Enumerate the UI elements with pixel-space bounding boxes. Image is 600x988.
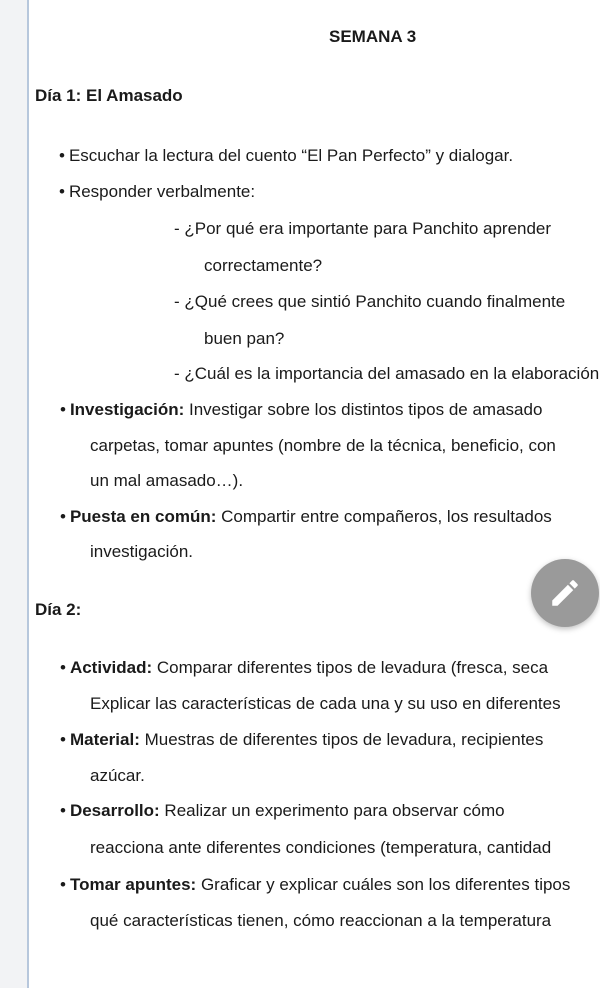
question-1-line-1: - ¿Por qué era importante para Panchito aprender (174, 219, 552, 238)
list-item: • Responder verbalmente: (59, 182, 256, 201)
list-item: • Actividad: Comparar diferentes tipos de levadura (fresca, seca (60, 658, 549, 677)
investigacion-label: Investigación: (69, 400, 185, 419)
bullet-icon: • (59, 182, 65, 201)
list-item: • Escuchar la lectura del cuento “El Pan Perfecto” y dialogar. (59, 146, 514, 165)
list-item: • Investigación: Investigar sobre los distintos tipos de amasado (60, 400, 543, 419)
day2-heading: Día 2: (35, 600, 82, 619)
day1-heading: Día 1: El Amasado (35, 86, 183, 105)
bullet-icon: • (60, 875, 66, 894)
actividad-label: Actividad: (69, 658, 153, 677)
edit-button[interactable] (531, 559, 599, 627)
desarrollo-label: Desarrollo: (69, 801, 160, 820)
bullet-icon: • (60, 801, 66, 820)
material-label: Material: (69, 730, 140, 749)
question-3-line-1: - ¿Cuál es la importancia del amasado en la elaboración (174, 364, 600, 383)
page-title: SEMANA 3 (329, 27, 417, 46)
puesta-en-comun-line-2: investigación. (90, 542, 194, 561)
bullet-icon: • (60, 730, 66, 749)
question-1-line-2: correctamente? (204, 256, 323, 275)
question-2-line-2: buen pan? (204, 329, 285, 348)
actividad-line-2: Explicar las características de cada una y su uso en diferentes (90, 694, 561, 713)
bullet-icon: • (59, 146, 65, 165)
investigacion-line-2: carpetas, tomar apuntes (nombre de la técnica, beneficio, con (90, 436, 556, 455)
list-item: • Material: Muestras de diferentes tipos de levadura, recipientes (60, 730, 544, 749)
document-page[interactable] (29, 0, 600, 988)
tomar-apuntes-label: Tomar apuntes: (69, 875, 197, 894)
list-item: • Tomar apuntes: Graficar y explicar cuáles son los diferentes tipos (60, 875, 571, 894)
bullet-icon: • (60, 400, 66, 419)
puesta-en-comun-label: Puesta en común: (69, 507, 217, 526)
bullet-icon: • (60, 507, 66, 526)
question-2-line-1: - ¿Qué crees que sintió Panchito cuando finalmente (174, 292, 566, 311)
list-item: • Puesta en común: Compartir entre compañeros, los resultados (60, 507, 552, 526)
pencil-icon (548, 576, 582, 610)
material-line-2: azúcar. (90, 766, 145, 785)
bullet-icon: • (60, 658, 66, 677)
list-item: • Desarrollo: Realizar un experimento para observar cómo (60, 801, 505, 820)
tomar-apuntes-line-2: qué características tienen, cómo reaccionan a la temperatura (90, 911, 552, 930)
desarrollo-line-2: reacciona ante diferentes condiciones (temperatura, cantidad (90, 838, 552, 857)
investigacion-line-3: un mal amasado…). (90, 471, 244, 490)
